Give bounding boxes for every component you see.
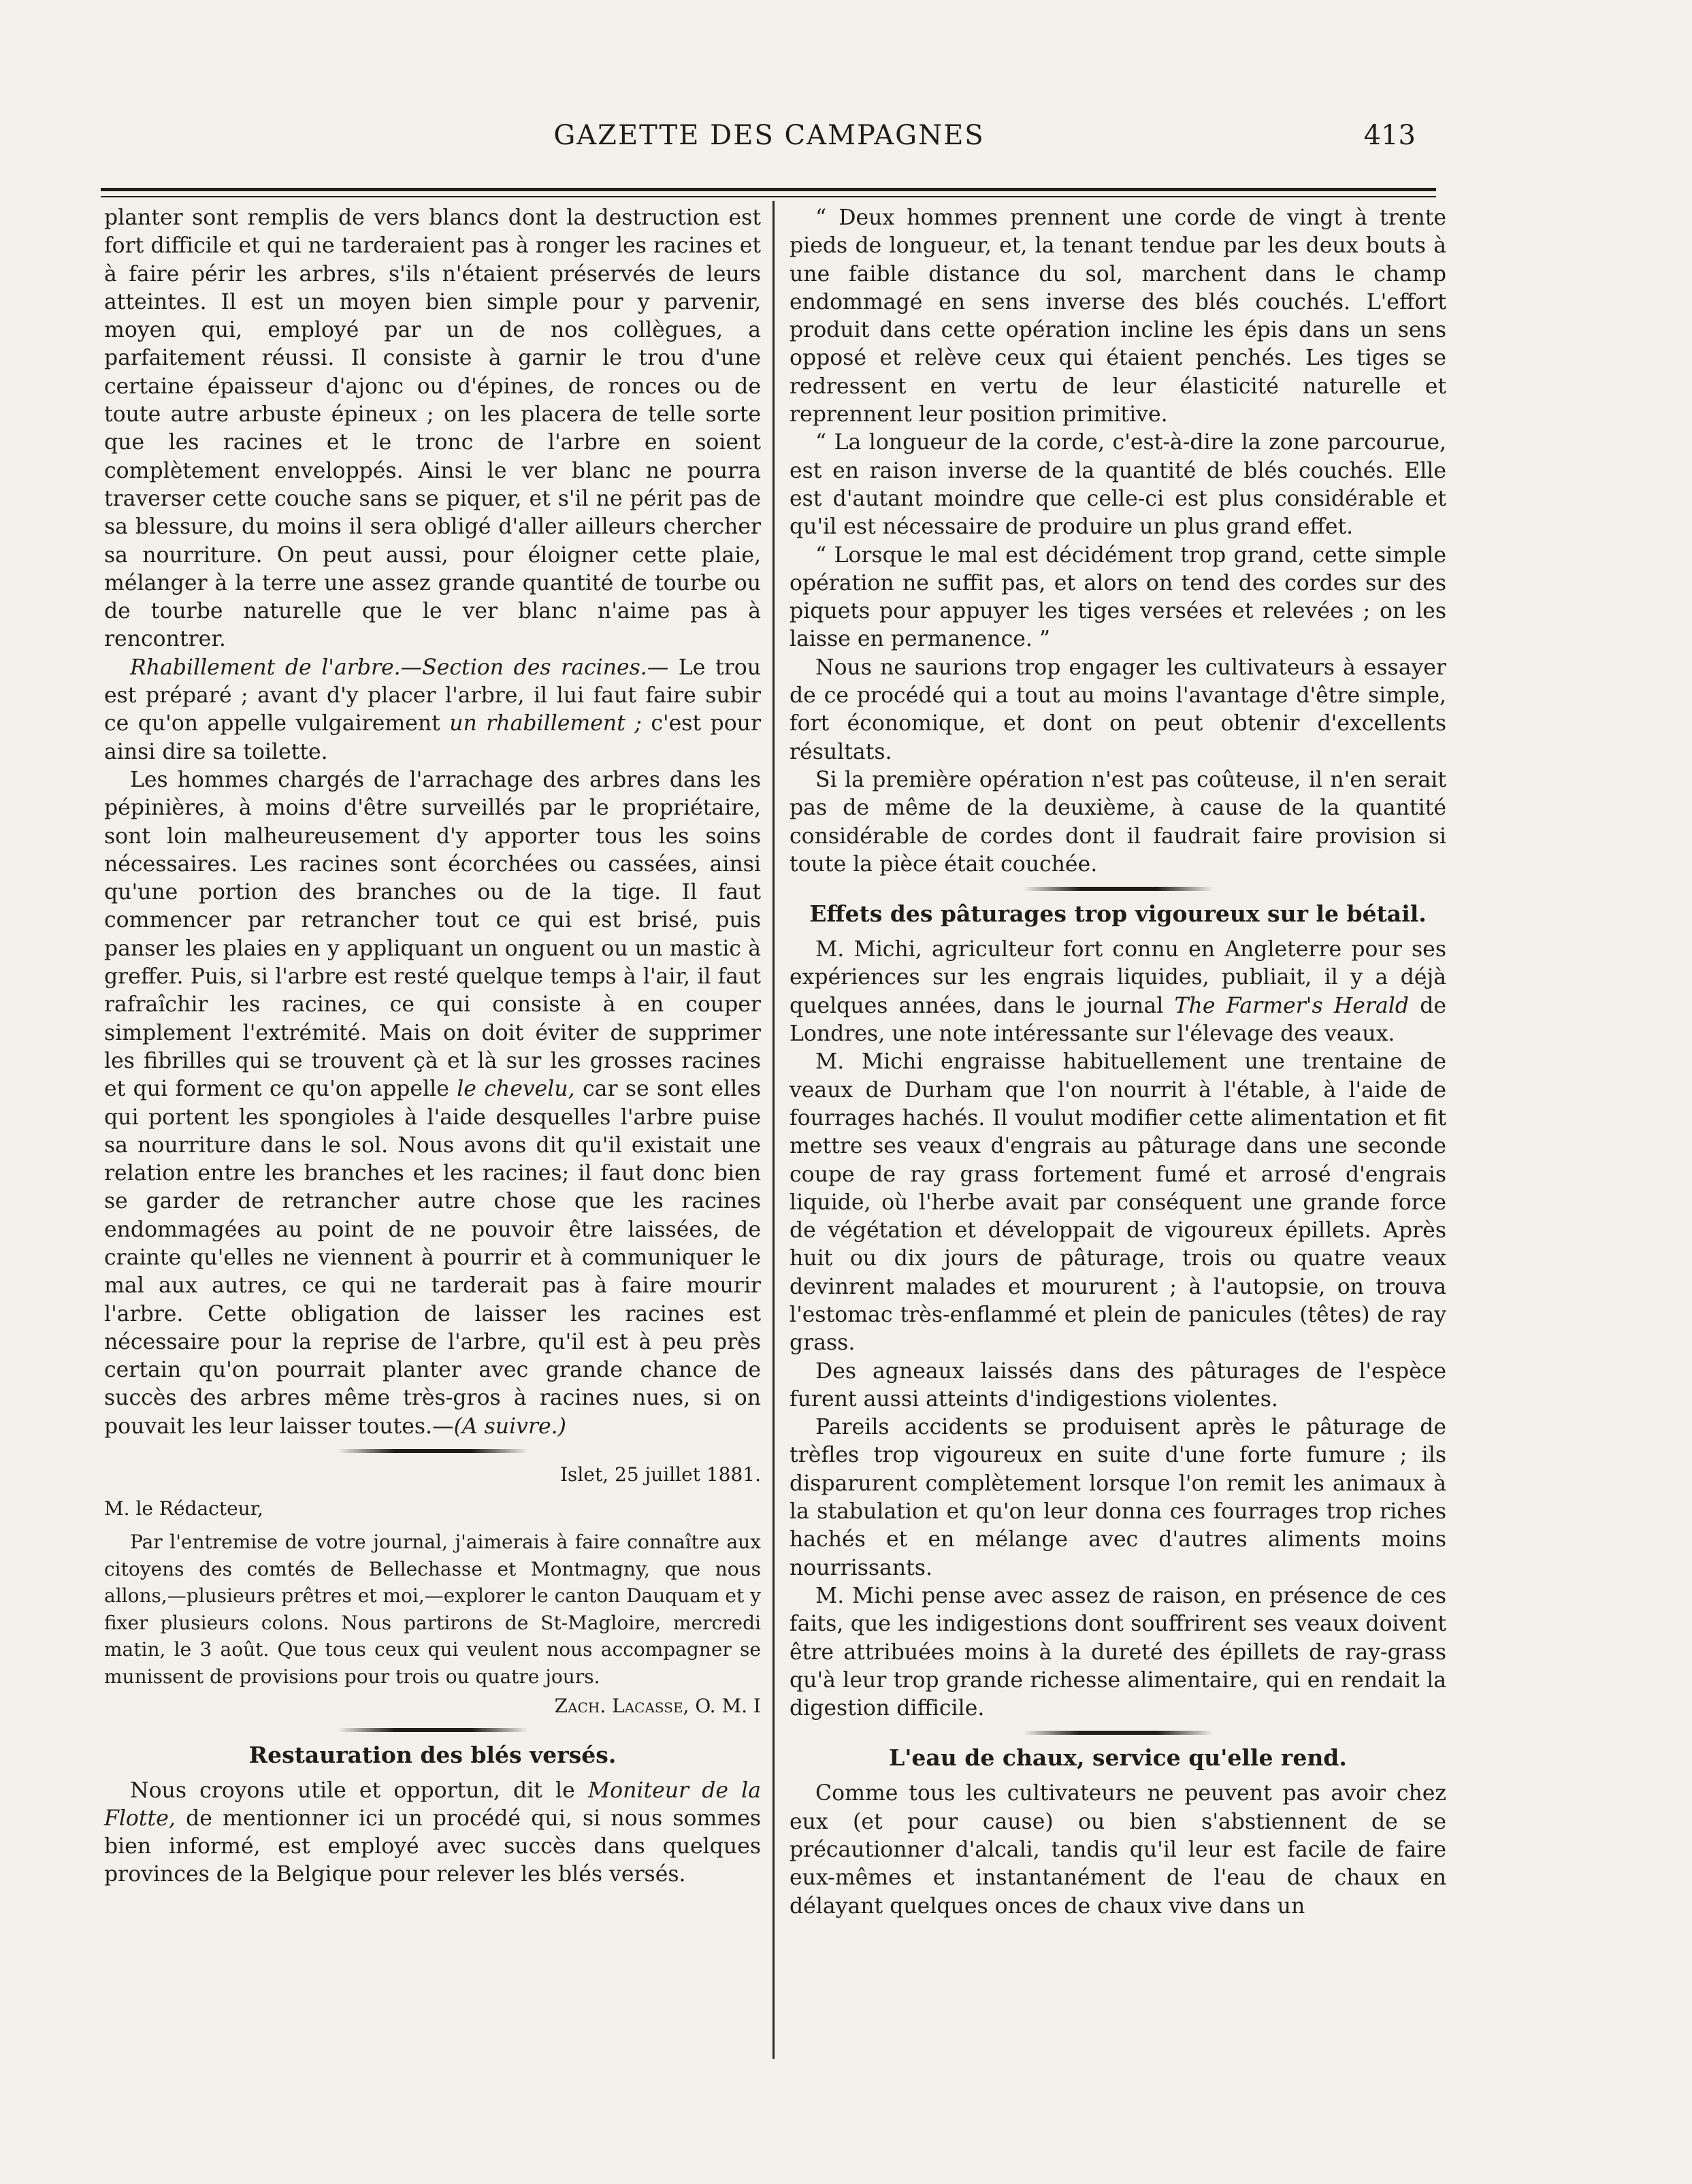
paragraph: “ Deux hommes prennent une corde de vingt à trente pieds de longueur, et, la tenant tendue par les deux bouts à une faible distance du sol, marchent dans le champ endommagé en sens inverse des blés couchés. L'effort produit dans cette opération incline les épis dans un sens opposé et relève ceux qui étaient penchés. Les tiges se redressent en vertu de leur élasticité naturelle et reprennent leur position primitive.: [790, 206, 1446, 427]
paragraph: [104, 654, 761, 766]
text: un rhabillement ;: [449, 711, 642, 736]
header-rule-thin: [101, 196, 1436, 197]
column-divider: [772, 201, 775, 2059]
text: le chevelu,: [457, 1077, 575, 1102]
header-rule: [101, 188, 1436, 191]
letter-signature: Zach. Lacasse, O. M. I: [554, 1695, 761, 1718]
text: c'est pour ainsi dire sa toilette.: [104, 711, 762, 764]
text: Nous croyons utile et opportun, dit le: [130, 1778, 575, 1803]
letter-block: [104, 1461, 761, 1720]
paragraph: [104, 766, 761, 1441]
right-column: [790, 204, 1446, 1921]
paragraph: Si la première opération n'est pas coûteuse, il n'en serait pas de même de la deuxième, à cause de la quantité considérable de cordes dont il faudrait faire provision si toute la pièce était couchée.: [790, 767, 1446, 877]
paragraph: Pareils accidents se produisent après le pâturage de trèfles trop vigoureux en suite d'une forte fumure ; ils disparurent complètement lorsque l'on remit les animaux à la stabulation et qu'on leur donna ces fourrages trop riches hachés et en mélange avec d'autres aliments moins nourrissants.: [790, 1415, 1446, 1580]
paragraph: [790, 936, 1446, 1048]
text: de mentionner ici un procédé qui, si nous sommes bien informé, est employé avec succès dans quelques provinces de la Belgique pour relever les blés versés.: [104, 1806, 762, 1887]
separator: [338, 1449, 528, 1453]
text: de Londres, une note intéressante sur l'élevage des veaux.: [790, 993, 1447, 1047]
letter-salutation: M. le Rédacteur,: [104, 1497, 263, 1520]
paragraph: “ Lorsque le mal est décidément trop grand, cette simple opération ne suffit pas, et alors on tend des cordes sur des piquets pour appuyer les tiges versées et relevées ; on les laisse en permanence. ”: [790, 542, 1446, 652]
page-title: GAZETTE DES CAMPAGNES: [553, 120, 985, 151]
section-heading: L'eau de chaux, service qu'elle rend.: [889, 1744, 1347, 1772]
text: (A suivre.): [453, 1414, 566, 1439]
paragraph: M. Michi engraisse habituellement une trentaine de veaux de Durham que l'on nourrit à l'étable, à l'aide de fourrages hachés. Il voulut modifier cette alimentation et fit mettre ses veaux d'engrais au pâturage dans une seconde coupe de ray grass fortement fumé et arrosé d'engrais liquide, où l'herbe avait par conséquent une grande force de végétation et développait de vigoureux épillets. Après huit ou dix jours de pâturage, trois ou quatre veaux devinrent malades et moururent ; à l'autopsie, on trouva l'estomac très-enflammé et plein de panicules (têtes) de ray grass.: [790, 1049, 1446, 1356]
paragraph: Comme tous les cultivateurs ne peuvent pas avoir chez eux (et pour cause) ou bien s'abstiennent de se précautionner d'alcali, tandis qu'il leur est facile de faire eux-mêmes et instantanément de l'eau de chaux en délayant quelques onces de chaux vive dans un: [790, 1781, 1446, 1919]
letter-body: Par l'entremise de votre journal, j'aimerais à faire connaître aux citoyens des comtés de Bellechasse et Montmagny, que nous allons,—plusieurs prêtres et moi,—explorer le canton Dauquam et y fixer plusieurs colons. Nous partirons de St-Magloire, mercredi matin, le 3 août. Que tous ceux qui veulent nous accompagner se munissent de provisions pour trois ou quatre jours.: [104, 1531, 761, 1688]
paragraph: Nous ne saurions trop engager les cultivateurs à essayer de ce procédé qui a tout au moins l'avantage d'être simple, fort économique, et dont on peut obtenir d'excellents résultats.: [790, 655, 1446, 764]
separator: [1023, 887, 1214, 891]
text: M. Michi, agriculteur fort connu en Angleterre pour ses expériences sur les engrais liquides, publiait, il y a déjà quelques années, dans le journal: [790, 937, 1446, 1018]
paragraph: Des agneaux laissés dans des pâturages de l'espèce furent aussi atteints d'indigestions violentes.: [790, 1358, 1446, 1412]
subheading: Rhabillement de l'arbre.—Section des racines.: [130, 655, 647, 680]
letter-date: Islet, 25 juillet 1881.: [560, 1463, 761, 1486]
text: The Farmer's Herald: [1174, 993, 1410, 1018]
text: car se sont elles qui portent les spongioles à l'aide desquelles l'arbre puise sa nourriture dans le sol. Nous avons dit qu'il existait une relation entre les branches et les racines; il faut donc bien se garder de retrancher autre chose que les racines endommagées au point de ne pouvoir être laissées, de crainte qu'elles ne viennent à pourrir et à communiquer le mal aux autres, ce qui ne tarderait pas à faire mourir l'arbre. Cette obligation de laisser les racines est nécessaire pour la reprise de l'arbre, qu'il est à peu près certain qu'on pourrait planter avec grande chance de succès des arbres même très-gros à racines nues, si on pouvait les leur laisser toutes.—: [104, 1077, 762, 1439]
text: Moniteur de la Flotte,: [104, 1778, 762, 1831]
section-heading: Effets des pâturages trop vigoureux sur le bétail.: [809, 900, 1427, 928]
left-column: [104, 204, 761, 1889]
section-heading: Restauration des blés versés.: [248, 1741, 617, 1768]
text: Les hommes chargés de l'arrachage des arbres dans les pépinières, à moins d'être surveillés par le propriétaire, sont loin malheureusement d'y apporter tous les soins nécessaires. Les racines sont écorchées ou cassées, ainsi qu'une portion des branches ou de la tige. Il faut commencer par retrancher tout ce qui est brisé, puis panser les plaies en y appliquant un onguent ou un mastic à greffer. Puis, si l'arbre est resté quelque temps à l'air, il faut rafraîchir les racines, ce qui consiste à en couper simplement l'extrémité. Mais on doit éviter de supprimer les fibrilles qui se trouvent çà et là sur les grosses racines et qui forment ce qu'on appelle: [104, 767, 761, 1102]
page-number: 413: [1363, 120, 1416, 151]
paragraph: planter sont remplis de vers blancs dont la destruction est fort difficile et qui ne tarderaient pas à ronger les racines et à faire périr les arbres, s'ils n'étaient préservés de leurs atteintes. Il est un moyen bien simple pour y parvenir, moyen qui, employé par un de nos collègues, a parfaitement réussi. Il consiste à garnir le trou d'une certaine épaisseur d'ajonc ou d'épines, de ronces ou de toute autre arbuste épineux ; on les placera de telle sorte que les racines et le tronc de l'arbre en soient complètement enveloppés. Ainsi le ver blanc ne pourra traverser cette couche sans se piquer, et s'il ne périt pas de sa blessure, du moins il sera obligé d'aller ailleurs chercher sa nourriture. On peut aussi, pour éloigner cette plaie, mélanger à la terre une assez grande quantité de tourbe ou de tourbe naturelle que le ver blanc n'aime pas à rencontrer.: [104, 206, 761, 652]
separator: [338, 1728, 528, 1732]
paragraph: “ La longueur de la corde, c'est-à-dire la zone parcourue, est en raison inverse de la quantité de blés couchés. Elle est d'autant moindre que celle-ci est plus considérable et qu'il est nécessaire de produire un plus grand effet.: [790, 430, 1446, 540]
text: — Le trou est préparé ; avant d'y placer l'arbre, il lui faut faire subir ce qu'on appelle vulgairement: [104, 655, 761, 736]
page-header: [102, 114, 1436, 169]
paragraph: M. Michi pense avec assez de raison, en présence de ces faits, que les indigestions dont souffrirent ses veaux doivent être attribuées moins à la dureté des épillets de ray-grass qu'à leur trop grande richesse alimentaire, qui en rendait la digestion difficile.: [790, 1583, 1446, 1721]
separator: [1023, 1731, 1214, 1735]
paragraph: [104, 1777, 761, 1889]
